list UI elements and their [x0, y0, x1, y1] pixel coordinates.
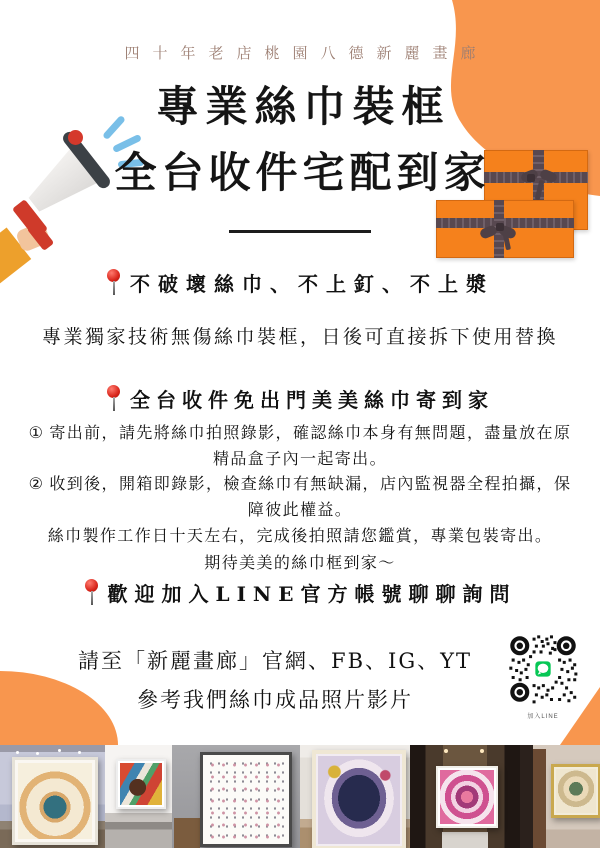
highlight-line-invite	[0, 578, 600, 607]
title-divider	[229, 230, 371, 233]
pushpin-icon	[84, 579, 99, 607]
shop-name-line: 四十年老店桃園八德新麗畫廊	[124, 44, 489, 62]
framed-scarf	[200, 752, 292, 847]
gallery-photo-4	[300, 745, 410, 848]
cabinet	[442, 832, 488, 848]
framed-scarf	[116, 759, 166, 809]
gallery-photo-6	[520, 745, 600, 848]
highlight-no-damage	[0, 268, 600, 297]
photo-strip	[0, 745, 600, 848]
spotlights	[444, 749, 448, 753]
framed-scarf	[12, 757, 98, 845]
qr-caption: 加入LINE	[527, 714, 559, 720]
step-number: ①	[28, 423, 45, 442]
step-text: 寄出前，請先將絲巾拍照錄影，確認絲巾本身有無問題，盡量放在原精品盒子內一起寄出。	[49, 423, 572, 468]
highlight-text: 歡迎加入LINE官方帳號聊聊詢問	[107, 582, 517, 606]
pushpin-icon	[106, 385, 121, 413]
framed-scarf	[312, 750, 406, 848]
step-number: ②	[28, 474, 45, 494]
poster-title-line2: 全台收件宅配到家	[114, 148, 491, 197]
highlight-text: 全台收件免出門美美絲巾寄到家	[130, 388, 494, 412]
framed-scarf	[436, 766, 498, 828]
step-text: 收到後，開箱即錄影，檢查絲巾有無缺漏，店內監視器全程拍攝，保障彼此權益。	[49, 474, 572, 519]
footer-text	[60, 642, 490, 720]
wood-door	[533, 749, 546, 848]
note-production-time: 絲巾製作工作日十天左右，完成後拍照請您鑑賞，專業包裝寄出。	[47, 526, 553, 546]
gallery-photo-3	[172, 745, 300, 848]
dark-doorway	[520, 745, 533, 848]
line-qr-code	[506, 633, 580, 720]
step-2	[22, 471, 578, 522]
gallery-photo-2	[105, 745, 172, 848]
step-1	[22, 420, 578, 471]
pushpin-icon	[106, 269, 121, 297]
instructions-block	[22, 420, 578, 576]
ceiling-lights	[16, 751, 19, 754]
poster-title-line1: 專業絲巾裝框	[156, 82, 451, 131]
note-expectation: 期待美美的絲巾框到家～	[204, 552, 396, 572]
footer-line1: 請至「新麗畫廊」官網、FB、IG、YT	[78, 649, 472, 673]
framed-scarf	[551, 764, 600, 818]
gallery-photo-5	[410, 745, 520, 848]
footer-line2: 參考我們絲巾成品照片影片	[137, 687, 413, 712]
side-table	[174, 818, 200, 848]
technique-description: 專業獨家技術無傷絲巾裝框，日後可直接拆下使用替換	[41, 326, 558, 348]
highlight-text: 不破壞絲巾、不上釘、不上漿	[130, 272, 494, 296]
gallery-photo-1	[0, 745, 105, 848]
qr-image	[507, 633, 579, 705]
highlight-nationwide	[0, 384, 600, 413]
